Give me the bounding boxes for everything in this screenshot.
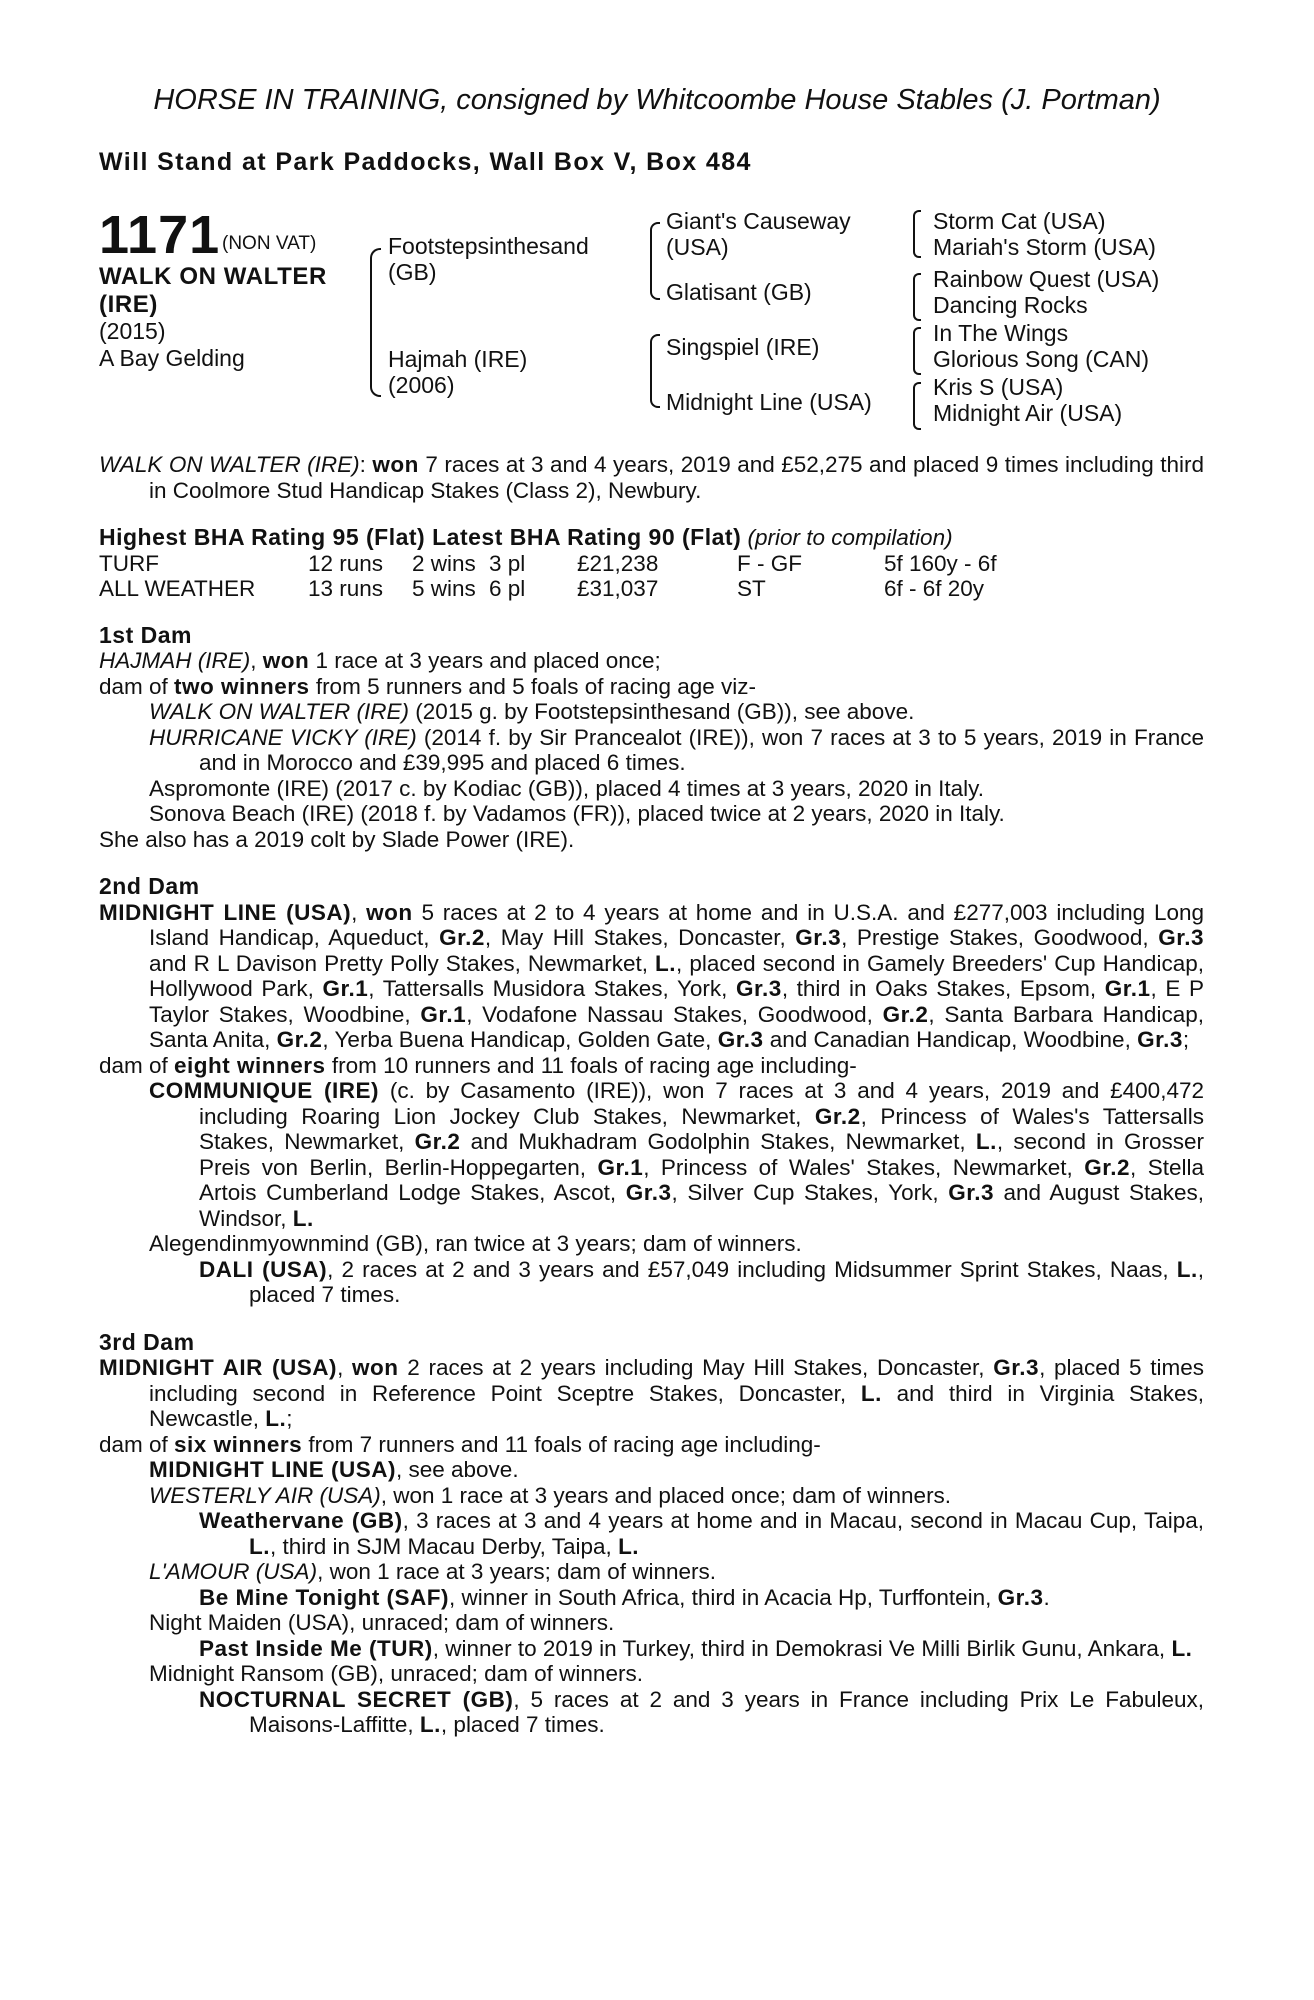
list-item: L'AMOUR (USA), won 1 race at 3 years; dam of winners. (149, 1559, 716, 1584)
ratings-heading: Highest BHA Rating 95 (Flat) Latest BHA Rating 90 (Flat) (prior to compilation) (99, 524, 953, 550)
pedigree-brace-2 (913, 273, 921, 321)
pedigree-sire: Footstepsinthesand (GB) (388, 233, 589, 285)
pedigree-ggp-4: Dancing Rocks (933, 292, 1088, 318)
list-item: Past Inside Me (TUR), winner to 2019 in Turkey, third in Demokrasi Ve Milli Birlik Gunu, Ankara, L. (199, 1635, 1193, 1661)
third-dam-heading: 3rd Dam (99, 1328, 195, 1355)
pedigree-sire-dam: Glatisant (GB) (666, 279, 812, 305)
pedigree-ggp-8: Midnight Air (USA) (933, 400, 1123, 426)
pedigree-brace-dam-side (650, 334, 660, 408)
pedigree-ggp-3: Rainbow Quest (USA) (933, 266, 1160, 292)
second-dam-produce-summary: dam of eight winners from 10 runners and 11 foals of racing age including- (99, 1052, 857, 1078)
third-dam-produce-summary: dam of six winners from 7 runners and 11 foals of racing age including- (99, 1431, 821, 1457)
pedigree-brace-1 (913, 210, 921, 258)
horse-description: A Bay Gelding (99, 345, 245, 371)
list-item: Midnight Ransom (GB), unraced; dam of winners. (149, 1661, 643, 1686)
lot-number: 1171 (99, 205, 221, 265)
list-item: NOCTURNAL SECRET (GB), 5 races at 2 and 3 years in France including Prix Le Fabuleux, Maisons-Laffitte, L., placed 7 times. (199, 1686, 1205, 1737)
second-dam-record: MIDNIGHT LINE (USA), won 5 races at 2 to 4 years at home and in U.S.A. and £277,003 including Long Island Handicap, Aqueduct, Gr.2, May Hill Stakes, Doncaster, Gr.3, Prestige Stakes, Goodwood, Gr.3 and R L Davison Pretty Polly Stakes, Newmarket, L., placed second in Gamely Breeders' Cup Handicap, Hollywood Park, Gr.1, Tattersalls Musidora Stakes, York, Gr.3, third in Oaks Stakes, Epsom, Gr.1, E P Taylor Stakes, Woodbine, Gr.1, Vodafone Nassau Stakes, Goodwood, Gr.2, Santa Barbara Handicap, Santa Anita, Gr.2, Yerba Buena Handicap, Golden Gate, Gr.3 and Canadian Handicap, Woodbine, Gr.3; (99, 899, 1204, 1052)
pedigree-ggp-6: Glorious Song (CAN) (933, 346, 1150, 372)
foaling-year: (2015) (99, 318, 166, 344)
horse-name-line1: WALK ON WALTER (99, 263, 327, 290)
catalogue-body (99, 452, 1204, 1738)
horse-name (99, 263, 327, 319)
vat-status: (NON VAT) (222, 233, 317, 254)
list-item: WALK ON WALTER (IRE) (2015 g. by Footstepsinthesand (GB)), see above. (149, 699, 915, 724)
table-row: ALL WEATHER 13 runs 5 wins 6 pl £31,037 ST 6f - 6f 20y (99, 575, 985, 601)
race-summary: WALK ON WALTER (IRE): won 7 races at 3 and 4 years, 2019 and £52,275 and placed 9 times including third in Coolmore Stud Handicap Stakes (Class 2), Newbury. (99, 452, 1204, 503)
first-dam-heading: 1st Dam (99, 621, 192, 648)
pedigree-dam: Hajmah (IRE) (2006) (388, 346, 528, 398)
pedigree-ggp-1: Storm Cat (USA) (933, 208, 1106, 234)
list-item: DALI (USA), 2 races at 2 and 3 years and £57,049 including Midsummer Sprint Stakes, Naas, L., placed 7 times. (199, 1256, 1204, 1307)
pedigree-dam-dam: Midnight Line (USA) (666, 389, 872, 415)
pedigree-brace-parents (370, 248, 381, 397)
list-item: Weathervane (GB), 3 races at 3 and 4 years at home and in Macau, second in Macau Cup, Taipa, L., third in SJM Macau Derby, Taipa, L. (199, 1508, 1204, 1559)
pedigree-brace-sire-side (650, 222, 660, 300)
list-item: Night Maiden (USA), unraced; dam of winners. (149, 1610, 615, 1635)
first-dam-line: HAJMAH (IRE), won 1 race at 3 years and placed once; (99, 648, 661, 673)
horse-name-line2: (IRE) (99, 291, 158, 318)
pedigree-ggp-2: Mariah's Storm (USA) (933, 234, 1156, 260)
pedigree-brace-4 (913, 382, 921, 430)
pedigree-dam-sire: Singspiel (IRE) (666, 334, 820, 360)
list-item: WESTERLY AIR (USA), won 1 race at 3 years and placed once; dam of winners. (149, 1482, 952, 1508)
pedigree-ggp-5: In The Wings (933, 320, 1069, 346)
third-dam-record: MIDNIGHT AIR (USA), won 2 races at 2 years including May Hill Stakes, Doncaster, Gr.3, placed 5 times including second in Reference Point Sceptre Stakes, Doncaster, L. and third in Virginia Stakes, Newcastle, L.; (99, 1355, 1204, 1431)
stand-location: Will Stand at Park Paddocks, Wall Box V, Box 484 (99, 148, 752, 176)
second-dam-heading: 2nd Dam (99, 873, 200, 899)
list-item: COMMUNIQUE (IRE) (c. by Casamento (IRE)), won 7 races at 3 and 4 years, 2019 and £400,472 including Roaring Lion Jockey Club Stakes, Newmarket, Gr.2, Princess of Wales's Tattersalls Stakes, Newmarket, Gr.2 and Mukhadram Godolphin Stakes, Newmarket, L., second in Grosser Preis von Berlin, Berlin-Hoppegarten, Gr.1, Princess of Wales' Stakes, Newmarket, Gr.2, Stella Artois Cumberland Lodge Stakes, Ascot, Gr.3, Silver Cup Stakes, York, Gr.3 and August Stakes, Windsor, L. (149, 1078, 1205, 1231)
list-item: Be Mine Tonight (SAF), winner in South Africa, third in Acacia Hp, Turffontein, Gr.3. (199, 1584, 1050, 1610)
pedigree-sire-sire: Giant's Causeway (USA) (666, 208, 851, 260)
first-dam-produce-summary: dam of two winners from 5 runners and 5 foals of racing age viz- (99, 673, 757, 699)
list-item: Aspromonte (IRE) (2017 c. by Kodiac (GB)), placed 4 times at 3 years, 2020 in Italy. (149, 775, 984, 801)
list-item: HURRICANE VICKY (IRE) (2014 f. by Sir Prancealot (IRE)), won 7 races at 3 to 5 years, 2019 in France and in Morocco and £39,995 and placed 6 times. (149, 724, 1204, 775)
page-title: HORSE IN TRAINING, consigned by Whitcoombe House Stables (J. Portman) (153, 84, 1161, 116)
list-item: Alegendinmyownmind (GB), ran twice at 3 years; dam of winners. (149, 1231, 802, 1256)
pedigree-brace-3 (913, 327, 921, 375)
list-item: Sonova Beach (IRE) (2018 f. by Vadamos (FR)), placed twice at 2 years, 2020 in Italy. (149, 801, 1005, 826)
table-row: TURF 12 runs 2 wins 3 pl £21,238 F - GF 5f 160y - 6f (99, 550, 997, 576)
race-record-table (99, 551, 997, 601)
pedigree-ggp-7: Kris S (USA) (933, 374, 1064, 400)
list-item: MIDNIGHT LINE (USA), see above. (149, 1457, 519, 1482)
first-dam-note: She also has a 2019 colt by Slade Power (IRE). (99, 826, 575, 852)
